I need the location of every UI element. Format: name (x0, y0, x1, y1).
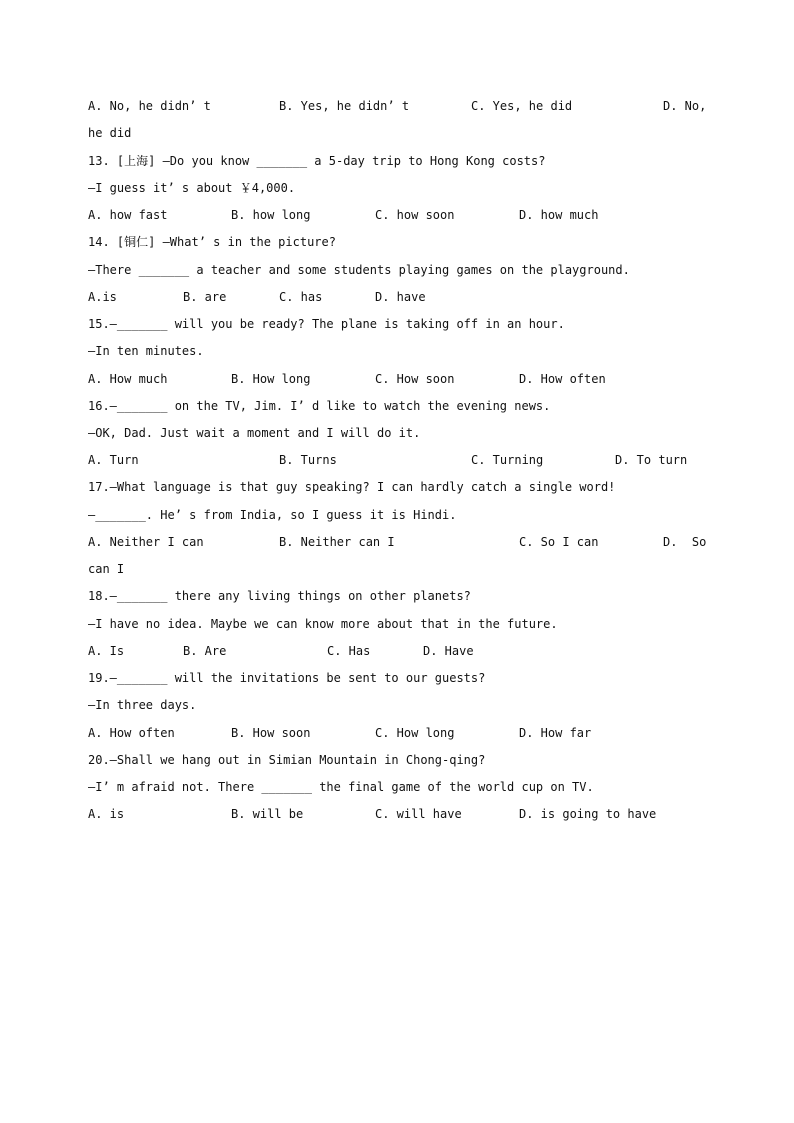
q13-option-a: A. how fast (88, 208, 168, 222)
q13-reply: —I guess it’ s about ￥4,000. (88, 181, 296, 195)
q14-stem: 14. [铜仁] —What’ s in the picture? (88, 235, 336, 249)
q16-option-b: B. Turns (279, 453, 337, 467)
q13-option-b: B. how long (231, 208, 311, 222)
q17-reply: —_______. He’ s from India, so I guess it is Hindi. (88, 508, 457, 522)
q19-option-a: A. How often (88, 726, 175, 740)
q13-option-d: D. how much (519, 208, 599, 222)
q19-option-d: D. How far (519, 726, 592, 740)
q20-option-b: B. will be (231, 807, 304, 821)
q12-option-d-continued: he did (88, 126, 132, 140)
q14-option-b: B. are (183, 290, 227, 304)
q14-reply: —There _______ a teacher and some students playing games on the playground. (88, 263, 630, 277)
q18-reply: —I have no idea. Maybe we can know more about that in the future. (88, 617, 558, 631)
q13-option-c: C. how soon (375, 208, 455, 222)
q16-option-d: D. To turn (615, 453, 688, 467)
q18-option-a: A. Is (88, 644, 125, 658)
q17-option-a: A. Neither I can (88, 535, 204, 549)
q17-option-d: D. So (663, 535, 707, 549)
q20-option-d: D. is going to have (519, 807, 657, 821)
q19-reply: —In three days. (88, 698, 197, 712)
q20-option-c: C. will have (375, 807, 462, 821)
q12-option-d: D. No, (663, 99, 707, 113)
q17-stem: 17.—What language is that guy speaking? I can hardly catch a single word! (88, 480, 616, 494)
q20-reply: —I’ m afraid not. There _______ the final game of the world cup on TV. (88, 780, 594, 794)
q15-option-b: B. How long (231, 372, 311, 386)
q19-stem: 19.—_______ will the invitations be sent to our guests? (88, 671, 486, 685)
q20-option-a: A. is (88, 807, 125, 821)
q17-option-b: B. Neither can I (279, 535, 395, 549)
q17-option-d-continued: can I (88, 562, 125, 576)
q12-option-c: C. Yes, he did (471, 99, 573, 113)
q15-stem: 15.—_______ will you be ready? The plane is taking off in an hour. (88, 317, 565, 331)
q16-stem: 16.—_______ on the TV, Jim. I’ d like to watch the evening news. (88, 399, 551, 413)
q12-option-a: A. No, he didn’ t (88, 99, 211, 113)
q17-option-c: C. So I can (519, 535, 599, 549)
q19-option-b: B. How soon (231, 726, 311, 740)
q18-option-b: B. Are (183, 644, 227, 658)
q16-option-a: A. Turn (88, 453, 139, 467)
q15-option-a: A. How much (88, 372, 168, 386)
q20-stem: 20.—Shall we hang out in Simian Mountain in Chong-qing? (88, 753, 486, 767)
q19-option-c: C. How long (375, 726, 455, 740)
q15-reply: —In ten minutes. (88, 344, 204, 358)
q13-stem: 13. [上海] —Do you know _______ a 5-day trip to Hong Kong costs? (88, 154, 546, 168)
q16-reply: —OK, Dad. Just wait a moment and I will do it. (88, 426, 421, 440)
q15-option-d: D. How often (519, 372, 606, 386)
q14-option-c: C. has (279, 290, 323, 304)
q14-option-d: D. have (375, 290, 426, 304)
q12-option-b: B. Yes, he didn’ t (279, 99, 410, 113)
q15-option-c: C. How soon (375, 372, 455, 386)
q16-option-c: C. Turning (471, 453, 544, 467)
q14-option-a: A.is (88, 290, 117, 304)
q18-stem: 18.—_______ there any living things on other planets? (88, 589, 471, 603)
q18-option-c: C. Has (327, 644, 371, 658)
q18-option-d: D. Have (423, 644, 474, 658)
